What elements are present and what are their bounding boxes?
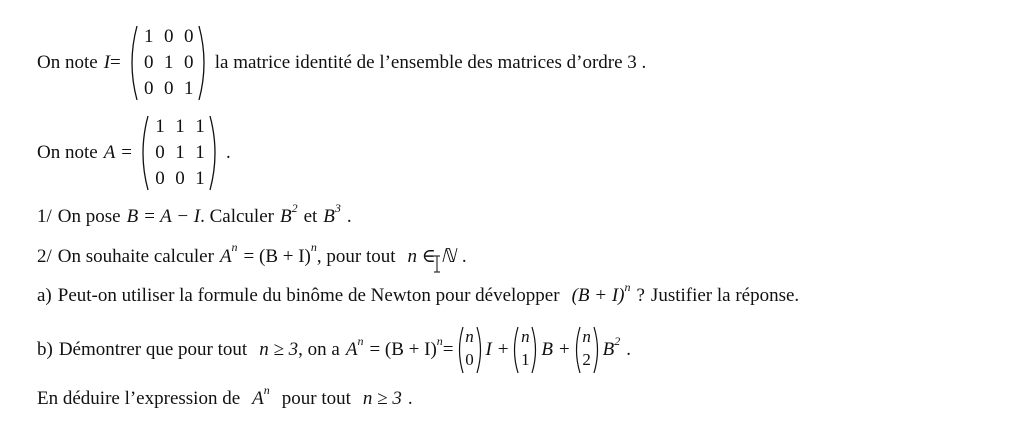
text: . Calculer bbox=[200, 206, 274, 227]
var-I: I bbox=[103, 52, 111, 73]
matrix-cell: 0 bbox=[143, 52, 154, 73]
text: Justifier la réponse. bbox=[650, 285, 800, 306]
equals: = bbox=[110, 52, 121, 73]
exponent: 2 bbox=[291, 200, 298, 215]
binomial-top: n bbox=[521, 327, 530, 346]
question-a bbox=[37, 279, 800, 307]
binomial-coefficient bbox=[456, 325, 484, 375]
text: , pour tout bbox=[316, 245, 396, 267]
expr-B-eq-A-minus-I: B = A − I bbox=[126, 206, 201, 227]
binomial-top: n bbox=[465, 327, 474, 346]
text: , on a bbox=[298, 339, 340, 360]
var-A: A bbox=[219, 245, 232, 267]
exponent: n bbox=[436, 333, 443, 348]
matrix-cell: 1 bbox=[195, 142, 205, 163]
question-number: 1/ bbox=[37, 206, 52, 227]
text: On pose bbox=[57, 206, 121, 227]
text-prefix: On note bbox=[37, 52, 98, 73]
matrix-cell: 0 bbox=[163, 78, 174, 99]
matrix-cell: 0 bbox=[175, 168, 185, 189]
condition: n ≥ 3 bbox=[259, 339, 299, 360]
term: I + bbox=[485, 339, 510, 360]
identity-matrix bbox=[125, 24, 211, 102]
condition: n ≥ 3 bbox=[362, 388, 402, 409]
equals: = bbox=[121, 142, 133, 163]
exponent: 2 bbox=[614, 333, 621, 348]
question-b bbox=[37, 325, 631, 375]
matrix-cell: 1 bbox=[183, 78, 194, 99]
matrix-cell: 0 bbox=[163, 26, 174, 47]
text-suffix: . bbox=[226, 142, 231, 163]
binomial-coefficient bbox=[573, 325, 601, 375]
exponent: n bbox=[231, 240, 238, 254]
text-et: et bbox=[303, 206, 318, 227]
period: . bbox=[407, 388, 413, 409]
matrix-cell: 1 bbox=[155, 116, 165, 137]
identity-matrix-line bbox=[37, 24, 646, 102]
matrix-A bbox=[136, 114, 222, 192]
period: . bbox=[461, 245, 467, 267]
matrix-cell: 0 bbox=[183, 52, 194, 73]
binomial-coefficient bbox=[511, 325, 539, 375]
matrix-cell: 1 bbox=[195, 116, 205, 137]
var-A: A bbox=[103, 142, 116, 163]
var-A: A bbox=[252, 388, 264, 409]
question-label: a) bbox=[37, 285, 52, 306]
matrix-cell: 0 bbox=[183, 26, 194, 47]
expr: (B + I) bbox=[571, 285, 625, 306]
binomial-bottom: 2 bbox=[582, 350, 591, 369]
matrix-cell: 1 bbox=[175, 142, 185, 163]
question-label: b) bbox=[37, 339, 53, 360]
period: . bbox=[626, 339, 631, 360]
condition: n ∈ ℕ bbox=[407, 246, 456, 267]
period: . bbox=[346, 206, 352, 227]
var-B: B bbox=[279, 206, 292, 227]
binomial-bottom: 1 bbox=[521, 350, 530, 369]
question-mark: ? bbox=[636, 285, 645, 306]
exponent: 3 bbox=[334, 200, 341, 215]
matrix-cell: 1 bbox=[163, 52, 174, 73]
text: pour tout bbox=[281, 388, 351, 409]
matrix-cell: 1 bbox=[175, 116, 185, 137]
deduction-line bbox=[37, 382, 413, 410]
matrix-A-line bbox=[37, 114, 231, 192]
binomial-bottom: 0 bbox=[465, 350, 474, 369]
var-A: A bbox=[345, 339, 358, 360]
exponent: n bbox=[624, 279, 631, 294]
expr: = (B + I) bbox=[369, 339, 437, 360]
binomial-top: n bbox=[582, 327, 591, 346]
text: On souhaite calculer bbox=[57, 245, 214, 267]
var-B: B bbox=[323, 206, 335, 227]
question-number: 2/ bbox=[37, 245, 52, 267]
question-1 bbox=[37, 200, 352, 228]
expr: = (B + I) bbox=[243, 245, 311, 267]
text-prefix: On note bbox=[37, 142, 98, 163]
text-suffix: la matrice identité de l’ensemble des matrices d’ordre 3 . bbox=[214, 52, 647, 73]
term: B + bbox=[541, 339, 571, 360]
text: En déduire l’expression de bbox=[37, 388, 241, 409]
equals: = bbox=[442, 339, 454, 360]
text-cursor-icon bbox=[433, 255, 441, 273]
exponent: n bbox=[263, 382, 270, 397]
text: Peut-on utiliser la formule du binôme de Newton pour développer bbox=[57, 285, 560, 306]
matrix-cell: 1 bbox=[195, 168, 205, 189]
matrix-cell: 1 bbox=[143, 26, 154, 47]
text: Démontrer que pour tout bbox=[58, 339, 248, 360]
question-2 bbox=[37, 240, 467, 268]
matrix-cell: 0 bbox=[155, 142, 165, 163]
matrix-cell: 0 bbox=[143, 78, 154, 99]
term: B bbox=[602, 339, 615, 360]
exponent: n bbox=[310, 240, 317, 254]
matrix-cell: 0 bbox=[155, 168, 165, 189]
exponent: n bbox=[357, 333, 364, 348]
